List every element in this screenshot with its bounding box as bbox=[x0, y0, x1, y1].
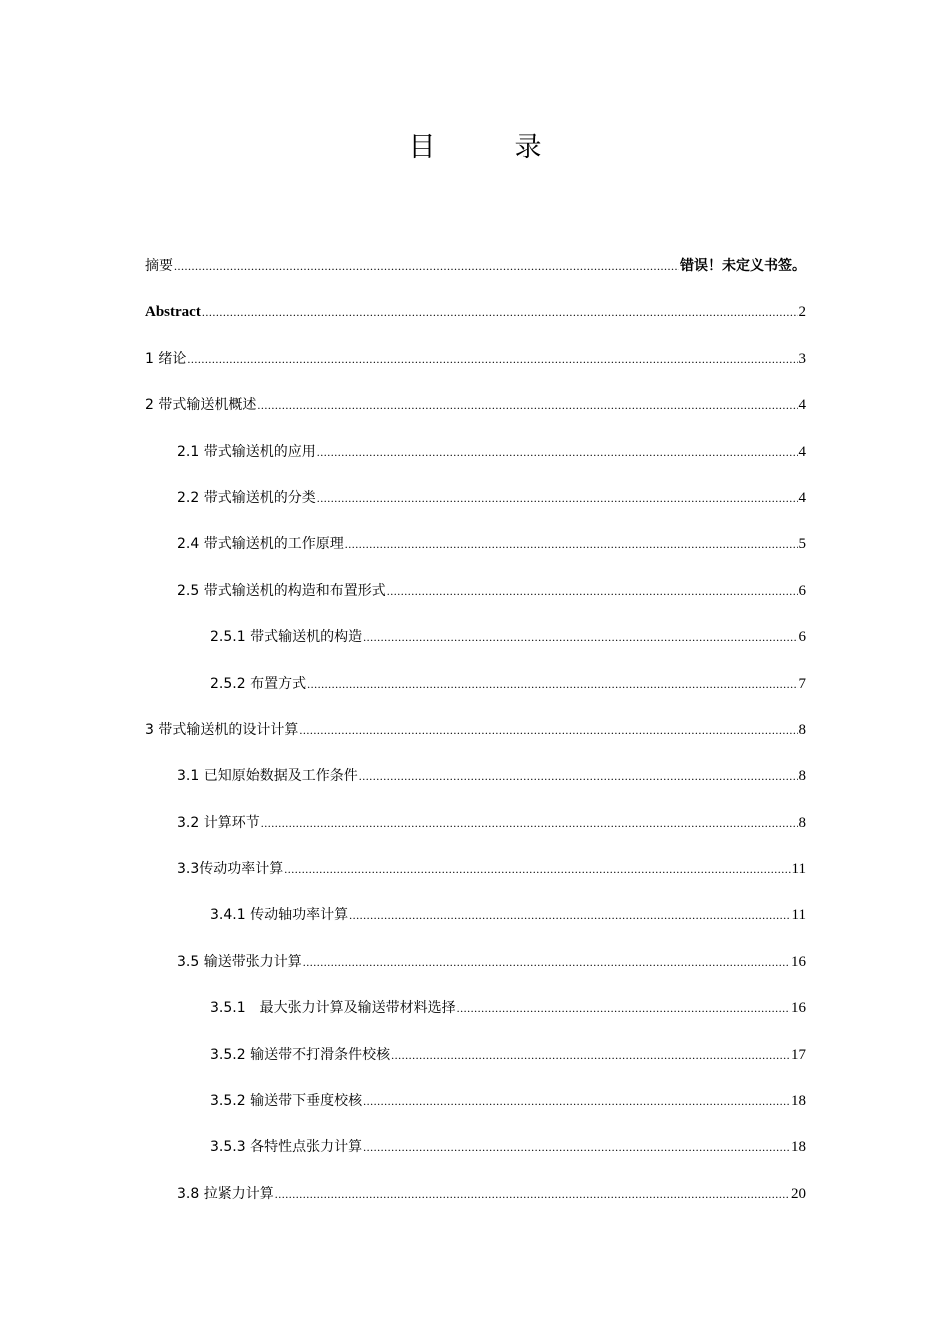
toc-dot-leader bbox=[363, 1091, 790, 1111]
toc-entry-label: 2.1 带式输送机的应用 bbox=[177, 443, 316, 460]
toc-dot-leader bbox=[317, 488, 798, 508]
toc-entry-label: 2 带式输送机概述 bbox=[145, 397, 257, 414]
toc-entry[interactable] bbox=[145, 1045, 806, 1091]
toc-entry-label: 2.2 带式输送机的分类 bbox=[177, 489, 316, 506]
toc-entry[interactable] bbox=[145, 766, 806, 812]
toc-entry-label: 3.3传动功率计算 bbox=[177, 861, 284, 878]
toc-dot-leader bbox=[387, 581, 798, 601]
toc-entry-page-number: 16 bbox=[791, 953, 806, 970]
toc-entry-page-number: 6 bbox=[798, 582, 806, 599]
toc-entry[interactable] bbox=[145, 674, 806, 720]
toc-entry-page-number: 4 bbox=[798, 397, 806, 414]
toc-entry[interactable] bbox=[145, 1184, 806, 1230]
toc-entry-label: 3.5.3 各特性点张力计算 bbox=[210, 1139, 363, 1156]
toc-entry-label: 3.2 计算环节 bbox=[177, 814, 260, 831]
toc-entry[interactable] bbox=[145, 720, 806, 766]
toc-dot-leader bbox=[457, 998, 790, 1018]
toc-entry-page-number: 16 bbox=[791, 1000, 806, 1017]
toc-dot-leader bbox=[307, 674, 797, 694]
toc-dot-leader bbox=[359, 766, 798, 786]
toc-entry[interactable] bbox=[145, 442, 806, 488]
toc-entry-page-number: 11 bbox=[791, 861, 806, 878]
toc-entry[interactable] bbox=[145, 1091, 806, 1137]
toc-entry-page-number: 18 bbox=[791, 1139, 806, 1156]
toc-entry-page-number: 7 bbox=[798, 675, 806, 692]
toc-entry-label: 3.1 已知原始数据及工作条件 bbox=[177, 768, 358, 785]
toc-dot-leader bbox=[284, 859, 790, 879]
table-of-contents bbox=[145, 256, 806, 1230]
page-title: 目 录 bbox=[408, 132, 568, 163]
toc-dot-leader bbox=[303, 952, 790, 972]
toc-entry-label: 3.5.1 最大张力计算及输送带材料选择 bbox=[210, 1000, 456, 1017]
toc-entry-label: 3.5.2 输送带不打滑条件校核 bbox=[210, 1046, 391, 1063]
toc-dot-leader bbox=[202, 302, 798, 322]
toc-entry-page-number: 8 bbox=[798, 814, 806, 831]
toc-dot-leader bbox=[317, 442, 798, 462]
toc-dot-leader bbox=[275, 1184, 790, 1204]
toc-entry-page-number: 11 bbox=[791, 907, 806, 924]
toc-entry[interactable] bbox=[145, 302, 806, 348]
toc-entry-page-number: 错误！未定义书签。 bbox=[680, 258, 806, 274]
toc-entry-page-number: 4 bbox=[798, 489, 806, 506]
toc-entry-page-number: 20 bbox=[791, 1185, 806, 1202]
toc-dot-leader bbox=[345, 534, 798, 554]
toc-entry-page-number: 8 bbox=[798, 721, 806, 738]
toc-entry-label: 2.4 带式输送机的工作原理 bbox=[177, 536, 344, 553]
toc-entry-page-number: 3 bbox=[798, 350, 806, 367]
toc-entry-label: 3.8 拉紧力计算 bbox=[177, 1185, 274, 1202]
toc-dot-leader bbox=[363, 1137, 790, 1157]
toc-entry[interactable] bbox=[145, 813, 806, 859]
toc-dot-leader bbox=[257, 395, 797, 415]
toc-entry-label: 摘要 bbox=[145, 258, 173, 274]
toc-entry[interactable] bbox=[145, 256, 806, 302]
toc-entry-label: 3.4.1 传动轴功率计算 bbox=[210, 907, 349, 924]
toc-entry-page-number: 6 bbox=[798, 629, 806, 646]
toc-dot-leader bbox=[363, 627, 797, 647]
toc-entry[interactable] bbox=[145, 488, 806, 534]
toc-entry[interactable] bbox=[145, 627, 806, 673]
toc-entry-label: 2.5 带式输送机的构造和布置形式 bbox=[177, 582, 386, 599]
toc-entry-label: 3 带式输送机的设计计算 bbox=[145, 721, 299, 738]
toc-dot-leader bbox=[299, 720, 797, 740]
toc-entry[interactable] bbox=[145, 998, 806, 1044]
toc-entry-page-number: 8 bbox=[798, 768, 806, 785]
toc-entry-label: 3.5.2 输送带下垂度校核 bbox=[210, 1093, 363, 1110]
toc-entry[interactable] bbox=[145, 395, 806, 441]
toc-entry[interactable] bbox=[145, 581, 806, 627]
toc-entry-page-number: 18 bbox=[791, 1093, 806, 1110]
toc-entry[interactable] bbox=[145, 349, 806, 395]
toc-dot-leader bbox=[349, 905, 790, 925]
toc-entry-page-number: 4 bbox=[798, 443, 806, 460]
toc-entry-label: 2.5.2 布置方式 bbox=[210, 675, 307, 692]
toc-entry[interactable] bbox=[145, 534, 806, 580]
toc-entry-page-number: 17 bbox=[791, 1046, 806, 1063]
toc-entry-label: 2.5.1 带式输送机的构造 bbox=[210, 629, 363, 646]
toc-entry[interactable] bbox=[145, 905, 806, 951]
toc-entry-label: Abstract bbox=[145, 304, 201, 321]
toc-entry-page-number: 2 bbox=[798, 304, 806, 321]
toc-dot-leader bbox=[187, 349, 797, 369]
toc-dot-leader bbox=[261, 813, 798, 833]
toc-dot-leader bbox=[174, 256, 679, 276]
toc-entry[interactable] bbox=[145, 859, 806, 905]
toc-entry-page-number: 5 bbox=[798, 536, 806, 553]
toc-entry[interactable] bbox=[145, 1137, 806, 1183]
toc-entry-label: 1 绪论 bbox=[145, 350, 187, 367]
toc-dot-leader bbox=[391, 1045, 790, 1065]
toc-entry-label: 3.5 输送带张力计算 bbox=[177, 953, 302, 970]
toc-entry[interactable] bbox=[145, 952, 806, 998]
